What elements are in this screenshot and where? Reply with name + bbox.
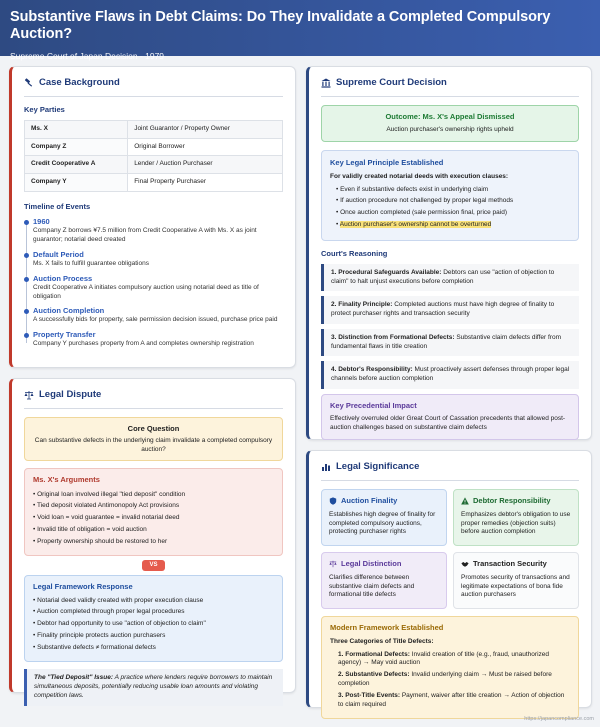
page-subtitle: Supreme Court of Japan Decision - 1979 xyxy=(10,50,165,61)
decision-title: Supreme Court Decision xyxy=(321,77,579,97)
list-item: 1. Formational Defects: Invalid creation of title (e.g., fraud, unauthorized agency) → May void auction xyxy=(338,650,549,667)
scales-icon xyxy=(329,560,337,568)
list-item xyxy=(336,221,570,230)
timeline xyxy=(24,217,283,349)
significance-card xyxy=(306,450,592,708)
list-item: 3. Post-Title Events: Payment, waiver after title creation → Action of objection to claim required xyxy=(338,691,565,708)
list-item: • Auction completed through proper legal procedures xyxy=(33,608,274,617)
page-header xyxy=(0,0,600,61)
warning-icon xyxy=(461,497,469,505)
list-item: • Property ownership should be restored to her xyxy=(33,538,274,547)
list-item: 2. Substantive Defects: Invalid underlying claim → Must be raised before completion xyxy=(338,671,552,687)
scales-icon xyxy=(24,390,34,400)
auction-finality-box: Auction Finality Establishes high degree of finality for completed compulsory auctions, protecting purchaser rights xyxy=(321,489,447,546)
timeline-label: Timeline of Events xyxy=(24,202,91,211)
table-row: Ms. X Joint Guarantor / Property Owner xyxy=(25,120,283,138)
watermark: https://japancompliance.com xyxy=(524,715,594,722)
decision-card xyxy=(306,66,592,440)
timeline-item: 1960 Company Z borrows ¥7.5 million from Credit Cooperative A with Ms. X as joint guarantor; notarial deed created xyxy=(33,217,283,245)
parties-table xyxy=(24,120,283,192)
principle-highlight: Auction purchaser's ownership cannot be overturned xyxy=(339,220,492,228)
list-item: • Even if substantive defects exist in underlying claim xyxy=(336,186,570,195)
list-item: • Tied deposit violated Antimonopoly Act provisions xyxy=(33,502,274,511)
vs-divider: VS xyxy=(24,560,283,570)
case-background-card xyxy=(9,66,296,368)
significance-title: Legal Significance xyxy=(321,461,579,481)
handshake-icon xyxy=(461,560,469,568)
list-item: • If auction procedure not challenged by proper legal methods xyxy=(336,197,570,206)
reasoning-item: 2. Finality Principle: Completed auctions must have high degree of finality to protect purchaser rights and transaction security xyxy=(321,296,579,324)
gavel-icon xyxy=(24,78,34,88)
significance-grid xyxy=(321,489,579,609)
key-legal-principle: Key Legal Principle Established For validly created notarial deeds with execution clauses: • Even if substantive defects exist in underlying claim • If auction procedure not challenged by proper legal methods • Once auction completed (sale permission final, price paid) • Auction purchaser's ownership cannot be overturned xyxy=(321,150,579,241)
legal-dispute-card xyxy=(9,378,296,699)
debtor-responsibility-box: Debtor Responsibility Emphasizes debtor's obligation to use proper remedies (objection suits) before auction completion xyxy=(453,489,579,546)
timeline-item: Property Transfer Company Y purchases property from A and completes ownership registration xyxy=(33,330,283,349)
list-item: • Void loan = void guarantee = invalid notarial deed xyxy=(33,514,274,523)
timeline-item: Auction Completion A successfully bids for property, sale permission decision issued, purchase price paid xyxy=(33,306,283,325)
legal-distinction-box: Legal Distinction Clarifies difference between substantive claim defects and formational title defects xyxy=(321,552,447,609)
list-item: • Substantive defects ≠ formational defects xyxy=(33,644,274,653)
shield-icon xyxy=(329,497,337,505)
bar-chart-icon xyxy=(321,462,331,472)
list-item: • Once auction completed (sale permission final, price paid) xyxy=(336,209,570,218)
core-question: Core Question Can substantive defects in the underlying claim invalidate a completed compulsory auction? xyxy=(24,417,283,462)
list-item: • Finality principle protects auction purchasers xyxy=(33,632,274,641)
reasoning-item: 3. Distinction from Formational Defects: Substantive claim defects differ from fundamental flaws in title creation xyxy=(321,329,579,357)
case-background-title: Case Background xyxy=(24,77,283,97)
decision-outcome: Outcome: Ms. X's Appeal Dismissed Auction purchaser's ownership rights upheld xyxy=(321,105,579,142)
timeline-item: Auction Process Credit Cooperative A initiates compulsory auction using notarial deed as title of obligation xyxy=(33,274,283,302)
reasoning-item: 4. Debtor's Responsibility: Must proactively assert defenses through proper legal channels before auction completion xyxy=(321,361,579,389)
reasoning-item: 1. Procedural Safeguards Available: Debtors can use "action of objection to claim" to halt unjust executions before completion xyxy=(321,264,579,292)
x-arguments: Ms. X's Arguments • Original loan involved illegal "tied deposit" condition • Tied deposit violated Antimonopoly Act provisions • Void loan = void guarantee = invalid notarial deed • Invalid title of obligation = void auction • Property ownership should be restored to her xyxy=(24,468,283,556)
courthouse-icon xyxy=(321,78,331,88)
transaction-security-box: Transaction Security Promotes security of transactions and legitimate expectations of bona fide auction purchasers xyxy=(453,552,579,609)
precedential-impact: Key Precedential Impact Effectively overruled older Great Court of Cassation precedents that allowed post-auction challenges based on substantive claim defects xyxy=(321,394,579,440)
tied-deposit-note: The "Tied Deposit" Issue: A practice where lenders require borrowers to maintain simultaneous deposits, potentially reducing usable loan amounts and violating competition laws. xyxy=(24,669,283,705)
list-item: • Notarial deed validly created with proper execution clause xyxy=(33,597,274,606)
modern-framework: Modern Framework Established Three Categories of Title Defects: 1. Formational Defects: Invalid creation of title (e.g., fraud, unauthorized agency) → May void auction 2. Substantive Defects: Invalid underlying claim → Must be raised before completion 3. Post-Title Events: Payment, waiver after title creation → Action of objection to claim required xyxy=(321,616,579,719)
list-item: • Invalid title of obligation = void auction xyxy=(33,526,274,535)
timeline-item: Default Period Ms. X fails to fulfill guarantee obligations xyxy=(33,250,283,269)
page-title: Substantive Flaws in Debt Claims: Do They Invalidate a Completed Compulsory Auction? xyxy=(10,9,551,43)
table-row: Credit Cooperative A Lender / Auction Purchaser xyxy=(25,156,283,174)
framework-response: Legal Framework Response • Notarial deed validly created with proper execution clause • Auction completed through proper legal procedures • Debtor had opportunity to use "action of objection to claim" • Finality principle protects auction purchasers • Substantive defects ≠ formational defects xyxy=(24,575,283,663)
list-item: • Debtor had opportunity to use "action of objection to claim" xyxy=(33,620,274,629)
table-row: Company Z Original Borrower xyxy=(25,138,283,156)
key-parties-label: Key Parties xyxy=(24,104,65,114)
legal-dispute-title: Legal Dispute xyxy=(24,389,283,409)
list-item: • Original loan involved illegal "tied deposit" condition xyxy=(33,491,274,500)
reasoning-label: Court's Reasoning xyxy=(321,248,388,258)
table-row: Company Y Final Property Purchaser xyxy=(25,174,283,192)
